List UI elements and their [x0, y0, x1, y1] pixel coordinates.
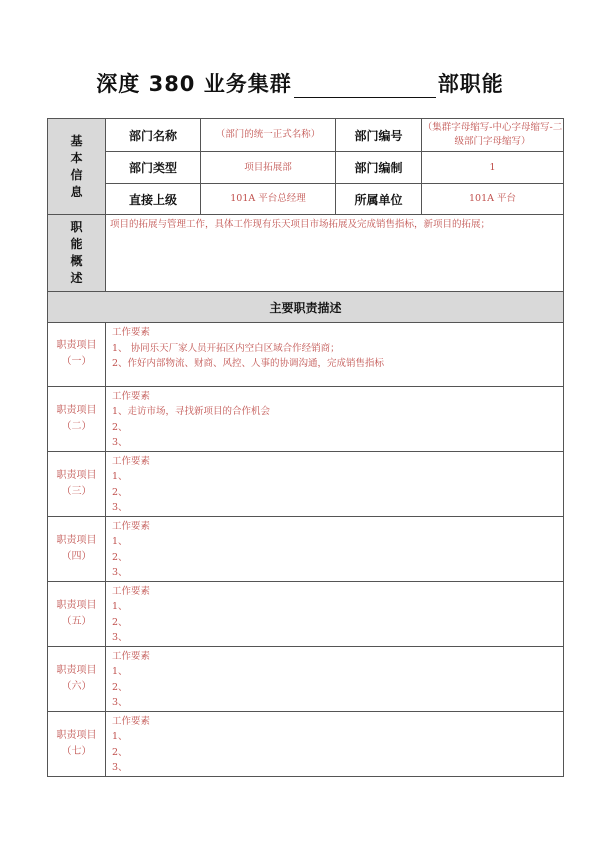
- duty-item: 1、: [112, 601, 128, 612]
- duty-item: 1、 协同乐天厂家人员开拓区内空白区域合作经销商；: [112, 342, 340, 354]
- duty-rows: [48, 323, 564, 777]
- duty-label-line2: （五）: [61, 615, 92, 627]
- duty-content-cell: [106, 451, 564, 516]
- duty-label-line2: （二）: [61, 420, 92, 432]
- unit-value: 101A 平台: [422, 184, 564, 215]
- duty-heading: 工作要素: [112, 327, 151, 338]
- duty-row: [48, 516, 564, 581]
- duty-label-line1: 职责项目: [56, 534, 97, 546]
- department-function-table: [47, 118, 564, 777]
- duty-label-line1: 职责项目: [56, 469, 97, 481]
- duty-item: 2、: [112, 681, 128, 693]
- duty-content-cell: [106, 581, 564, 646]
- dept-name-label: 部门名称: [106, 119, 201, 152]
- duty-label-cell: [48, 323, 106, 387]
- duty-heading: 工作要素: [112, 520, 151, 532]
- duty-heading: 工作要素: [112, 715, 151, 727]
- duty-label-line2: （一）: [61, 356, 92, 368]
- duty-item: 3、: [112, 762, 128, 773]
- duty-label-line1: 职责项目: [56, 729, 97, 741]
- duty-label-line1: 职责项目: [56, 340, 97, 352]
- dept-staffing-value: 1: [422, 152, 564, 184]
- superior-value: 101A 平台总经理: [201, 184, 336, 215]
- duty-row: [48, 646, 564, 711]
- duty-label-line2: （六）: [61, 680, 92, 692]
- overview-label-cell: [48, 215, 106, 292]
- dept-name-value: （部门的统一正式名称）: [201, 119, 336, 152]
- duty-label-line2: （七）: [61, 745, 92, 757]
- duty-label-line1: 职责项目: [56, 599, 97, 611]
- duty-content-cell: [106, 386, 564, 451]
- title-suffix: 部职能: [437, 72, 504, 96]
- superior-label: 直接上级: [106, 184, 201, 215]
- duty-heading: 工作要素: [112, 650, 151, 662]
- duty-row: [48, 451, 564, 516]
- duty-label-cell: [48, 386, 106, 451]
- duty-heading: 工作要素: [112, 455, 151, 467]
- duty-item: 1、: [112, 731, 128, 742]
- duty-row: [48, 386, 564, 451]
- duty-item: 2、: [112, 421, 128, 433]
- duty-label-cell: [48, 451, 106, 516]
- duty-item: 2、作好内部物流、财商、风控、人事的协调沟通，完成销售指标: [112, 358, 385, 369]
- dept-code-label: 部门编号: [336, 119, 422, 152]
- duty-item: 2、: [112, 486, 128, 498]
- duty-item: 1、: [112, 536, 128, 547]
- duty-item: 3、: [112, 437, 128, 448]
- dept-code-value: （集群字母缩写-中心字母缩写-二级部门字母缩写）: [422, 119, 564, 152]
- duties-header-row: [48, 292, 564, 323]
- duty-content-cell: [106, 516, 564, 581]
- duty-content-cell: [106, 711, 564, 776]
- duty-item: 2、: [112, 616, 128, 628]
- duty-row: [48, 711, 564, 776]
- unit-label: 所属单位: [336, 184, 422, 215]
- overview-row: [48, 215, 564, 292]
- duty-row: [48, 323, 564, 387]
- duty-item: 2、: [112, 746, 128, 758]
- duty-label-cell: [48, 516, 106, 581]
- duty-label-line2: （四）: [61, 550, 92, 562]
- duty-item: 3、: [112, 567, 128, 578]
- duty-label-cell: [48, 581, 106, 646]
- title-blank-line: [294, 77, 436, 98]
- duty-label-line1: 职责项目: [56, 664, 97, 676]
- basic-info-label: 基本信息: [70, 133, 83, 199]
- duty-item: 1、: [112, 666, 128, 677]
- duty-label-line2: （三）: [61, 485, 92, 497]
- duty-item: 1、: [112, 471, 128, 482]
- duty-item: 3、: [112, 502, 128, 513]
- overview-text: 项目的拓展与管理工作，具体工作现有乐天项目市场拓展及完成销售指标，新项目的拓展；: [106, 215, 564, 292]
- duty-item: 3、: [112, 632, 128, 643]
- dept-type-value: 项目拓展部: [201, 152, 336, 184]
- basic-info-row-2: [48, 152, 564, 184]
- page-title: [0, 68, 600, 98]
- duty-item: 1、走访市场，寻找新项目的合作机会: [112, 406, 271, 417]
- duty-heading: 工作要素: [112, 390, 151, 402]
- duty-item: 2、: [112, 551, 128, 563]
- duty-label-cell: [48, 646, 106, 711]
- duty-row: [48, 581, 564, 646]
- dept-type-label: 部门类型: [106, 152, 201, 184]
- basic-info-label-cell: [48, 119, 106, 215]
- duty-content-cell: [106, 646, 564, 711]
- overview-label: 职能概述: [70, 220, 83, 285]
- duty-label-line1: 职责项目: [56, 404, 97, 416]
- basic-info-row-3: [48, 184, 564, 215]
- duty-label-cell: [48, 711, 106, 776]
- duties-header: 主要职责描述: [48, 292, 564, 323]
- duty-content-cell: [106, 323, 564, 387]
- dept-staffing-label: 部门编制: [336, 152, 422, 184]
- title-prefix: 深度 380 业务集群: [96, 72, 292, 96]
- basic-info-row-1: [48, 119, 564, 152]
- duty-heading: 工作要素: [112, 585, 151, 597]
- duty-item: 3、: [112, 697, 128, 708]
